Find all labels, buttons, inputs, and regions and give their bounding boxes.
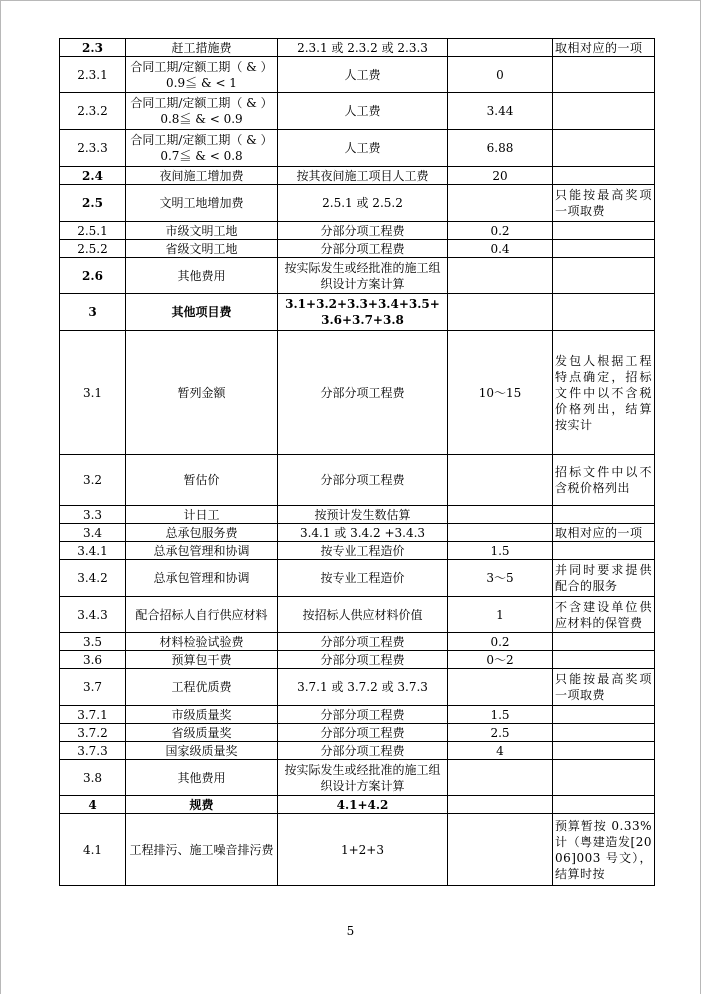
fee-table-body (60, 39, 655, 886)
table-row (60, 39, 655, 57)
calc-basis-cell: 分部分项工程费 (278, 222, 448, 240)
table-row (60, 130, 655, 167)
table-row (60, 524, 655, 542)
table-row (60, 814, 655, 886)
table-row (60, 742, 655, 760)
item-name-cell: 配合招标人自行供应材料 (126, 597, 278, 633)
item-name-cell: 工程优质费 (126, 669, 278, 706)
item-name-cell: 总承包管理和协调 (126, 560, 278, 597)
table-row (60, 258, 655, 294)
table-row (60, 331, 655, 455)
rate-cell: 3.44 (448, 93, 553, 130)
item-name-cell: 合同工期/定额工期（ & ）0.7≦ & < 0.8 (126, 130, 278, 167)
item-name-cell: 规费 (126, 796, 278, 814)
item-name-cell: 省级文明工地 (126, 240, 278, 258)
item-name-cell: 计日工 (126, 506, 278, 524)
table-row (60, 185, 655, 222)
rate-cell: 1.5 (448, 706, 553, 724)
item-number-cell: 4.1 (60, 814, 126, 886)
item-name-cell: 其他项目费 (126, 294, 278, 331)
item-name-cell: 其他费用 (126, 258, 278, 294)
item-number-cell: 2.3.3 (60, 130, 126, 167)
remark-cell: 只能按最高奖项一项取费 (553, 185, 655, 222)
item-name-cell: 工程排污、施工噪音排污费 (126, 814, 278, 886)
item-number-cell: 2.3 (60, 39, 126, 57)
item-number-cell: 3.7.3 (60, 742, 126, 760)
remark-cell: 只能按最高奖项一项取费 (553, 669, 655, 706)
page-number: 5 (346, 924, 355, 938)
rate-cell (448, 796, 553, 814)
remark-cell: 取相对应的一项 (553, 39, 655, 57)
item-number-cell: 3.8 (60, 760, 126, 796)
item-number-cell: 2.5 (60, 185, 126, 222)
remark-cell (553, 240, 655, 258)
rate-cell: 4 (448, 742, 553, 760)
item-name-cell: 国家级质量奖 (126, 742, 278, 760)
item-number-cell: 3.7.2 (60, 724, 126, 742)
item-name-cell: 市级质量奖 (126, 706, 278, 724)
item-name-cell: 市级文明工地 (126, 222, 278, 240)
table-row (60, 455, 655, 506)
rate-cell: 0 (448, 57, 553, 93)
item-number-cell: 3.3 (60, 506, 126, 524)
item-number-cell: 3.6 (60, 651, 126, 669)
item-number-cell: 3.1 (60, 331, 126, 455)
item-name-cell: 预算包干费 (126, 651, 278, 669)
rate-cell: 1 (448, 597, 553, 633)
item-number-cell: 2.4 (60, 167, 126, 185)
calc-basis-cell: 按其夜间施工项目人工费 (278, 167, 448, 185)
remark-cell (553, 167, 655, 185)
remark-cell: 发包人根据工程特点确定，招标文件中以不含税价格列出，结算按实计 (553, 331, 655, 455)
item-name-cell: 合同工期/定额工期（ & ）0.9≦ & < 1 (126, 57, 278, 93)
rate-cell: 2.5 (448, 724, 553, 742)
calc-basis-cell: 分部分项工程费 (278, 455, 448, 506)
calc-basis-cell: 按专业工程造价 (278, 560, 448, 597)
calc-basis-cell: 按预计发生数估算 (278, 506, 448, 524)
calc-basis-cell: 分部分项工程费 (278, 331, 448, 455)
remark-cell (553, 742, 655, 760)
item-number-cell: 3.5 (60, 633, 126, 651)
item-name-cell: 暂列金额 (126, 331, 278, 455)
remark-cell (553, 294, 655, 331)
table-row (60, 597, 655, 633)
item-number-cell: 4 (60, 796, 126, 814)
table-row (60, 93, 655, 130)
item-number-cell: 2.3.2 (60, 93, 126, 130)
calc-basis-cell: 3.4.1 或 3.4.2 +3.4.3 (278, 524, 448, 542)
rate-cell (448, 524, 553, 542)
item-number-cell: 2.5.1 (60, 222, 126, 240)
remark-cell: 取相对应的一项 (553, 524, 655, 542)
table-row (60, 633, 655, 651)
calc-basis-cell: 人工费 (278, 93, 448, 130)
rate-cell (448, 455, 553, 506)
calc-basis-cell: 分部分项工程费 (278, 742, 448, 760)
table-row (60, 167, 655, 185)
item-name-cell: 材料检验试验费 (126, 633, 278, 651)
remark-cell: 不含建设单位供应材料的保管费 (553, 597, 655, 633)
calc-basis-cell: 分部分项工程费 (278, 240, 448, 258)
table-row (60, 651, 655, 669)
item-name-cell: 总承包管理和协调 (126, 542, 278, 560)
item-name-cell: 其他费用 (126, 760, 278, 796)
rate-cell (448, 760, 553, 796)
remark-cell (553, 760, 655, 796)
table-row (60, 796, 655, 814)
calc-basis-cell: 分部分项工程费 (278, 633, 448, 651)
remark-cell: 并同时要求提供配合的服务 (553, 560, 655, 597)
rate-cell: 10～15 (448, 331, 553, 455)
table-row (60, 57, 655, 93)
remark-cell (553, 651, 655, 669)
table-row (60, 240, 655, 258)
item-name-cell: 暂估价 (126, 455, 278, 506)
calc-basis-cell: 3.1+3.2+3.3+3.4+3.5+3.6+3.7+3.8 (278, 294, 448, 331)
calc-basis-cell: 分部分项工程费 (278, 724, 448, 742)
calc-basis-cell: 人工费 (278, 57, 448, 93)
item-number-cell: 2.3.1 (60, 57, 126, 93)
rate-cell: 0.4 (448, 240, 553, 258)
rate-cell (448, 294, 553, 331)
item-name-cell: 夜间施工增加费 (126, 167, 278, 185)
table-row (60, 560, 655, 597)
calc-basis-cell: 人工费 (278, 130, 448, 167)
table-row (60, 724, 655, 742)
calc-basis-cell: 按实际发生或经批准的施工组织设计方案计算 (278, 258, 448, 294)
fee-rate-table (59, 38, 655, 886)
item-number-cell: 3.4.3 (60, 597, 126, 633)
table-row (60, 506, 655, 524)
item-number-cell: 2.6 (60, 258, 126, 294)
remark-cell (553, 258, 655, 294)
item-number-cell: 3.4 (60, 524, 126, 542)
rate-cell (448, 669, 553, 706)
remark-cell: 招标文件中以不含税价格列出 (553, 455, 655, 506)
calc-basis-cell: 分部分项工程费 (278, 651, 448, 669)
rate-cell: 0.2 (448, 222, 553, 240)
item-name-cell: 赶工措施费 (126, 39, 278, 57)
remark-cell (553, 542, 655, 560)
table-row (60, 294, 655, 331)
rate-cell: 20 (448, 167, 553, 185)
remark-cell (553, 796, 655, 814)
calc-basis-cell: 按实际发生或经批准的施工组织设计方案计算 (278, 760, 448, 796)
item-number-cell: 3.7.1 (60, 706, 126, 724)
calc-basis-cell: 分部分项工程费 (278, 706, 448, 724)
item-number-cell: 3.4.1 (60, 542, 126, 560)
table-row (60, 760, 655, 796)
table-row (60, 222, 655, 240)
item-name-cell: 文明工地增加费 (126, 185, 278, 222)
table-row (60, 669, 655, 706)
rate-cell (448, 506, 553, 524)
calc-basis-cell: 3.7.1 或 3.7.2 或 3.7.3 (278, 669, 448, 706)
rate-cell: 0.2 (448, 633, 553, 651)
item-number-cell: 3.7 (60, 669, 126, 706)
rate-cell (448, 814, 553, 886)
item-number-cell: 3.2 (60, 455, 126, 506)
calc-basis-cell: 2.5.1 或 2.5.2 (278, 185, 448, 222)
rate-cell (448, 185, 553, 222)
item-name-cell: 合同工期/定额工期（ & ）0.8≦ & < 0.9 (126, 93, 278, 130)
remark-cell (553, 633, 655, 651)
item-name-cell: 总承包服务费 (126, 524, 278, 542)
rate-cell (448, 258, 553, 294)
remark-cell (553, 57, 655, 93)
calc-basis-cell: 按专业工程造价 (278, 542, 448, 560)
remark-cell (553, 130, 655, 167)
remark-cell (553, 222, 655, 240)
table-row (60, 706, 655, 724)
rate-cell: 3～5 (448, 560, 553, 597)
rate-cell: 0～2 (448, 651, 553, 669)
remark-cell (553, 506, 655, 524)
item-number-cell: 2.5.2 (60, 240, 126, 258)
item-number-cell: 3 (60, 294, 126, 331)
rate-cell: 1.5 (448, 542, 553, 560)
calc-basis-cell: 2.3.1 或 2.3.2 或 2.3.3 (278, 39, 448, 57)
calc-basis-cell: 1+2+3 (278, 814, 448, 886)
remark-cell: 预算暂按 0.33% 计（粤建造发[2006]003 号文），结算时按 (553, 814, 655, 886)
calc-basis-cell: 4.1+4.2 (278, 796, 448, 814)
calc-basis-cell: 按招标人供应材料价值 (278, 597, 448, 633)
remark-cell (553, 724, 655, 742)
rate-cell (448, 39, 553, 57)
remark-cell (553, 706, 655, 724)
table-row (60, 542, 655, 560)
rate-cell: 6.88 (448, 130, 553, 167)
item-name-cell: 省级质量奖 (126, 724, 278, 742)
item-number-cell: 3.4.2 (60, 560, 126, 597)
remark-cell (553, 93, 655, 130)
